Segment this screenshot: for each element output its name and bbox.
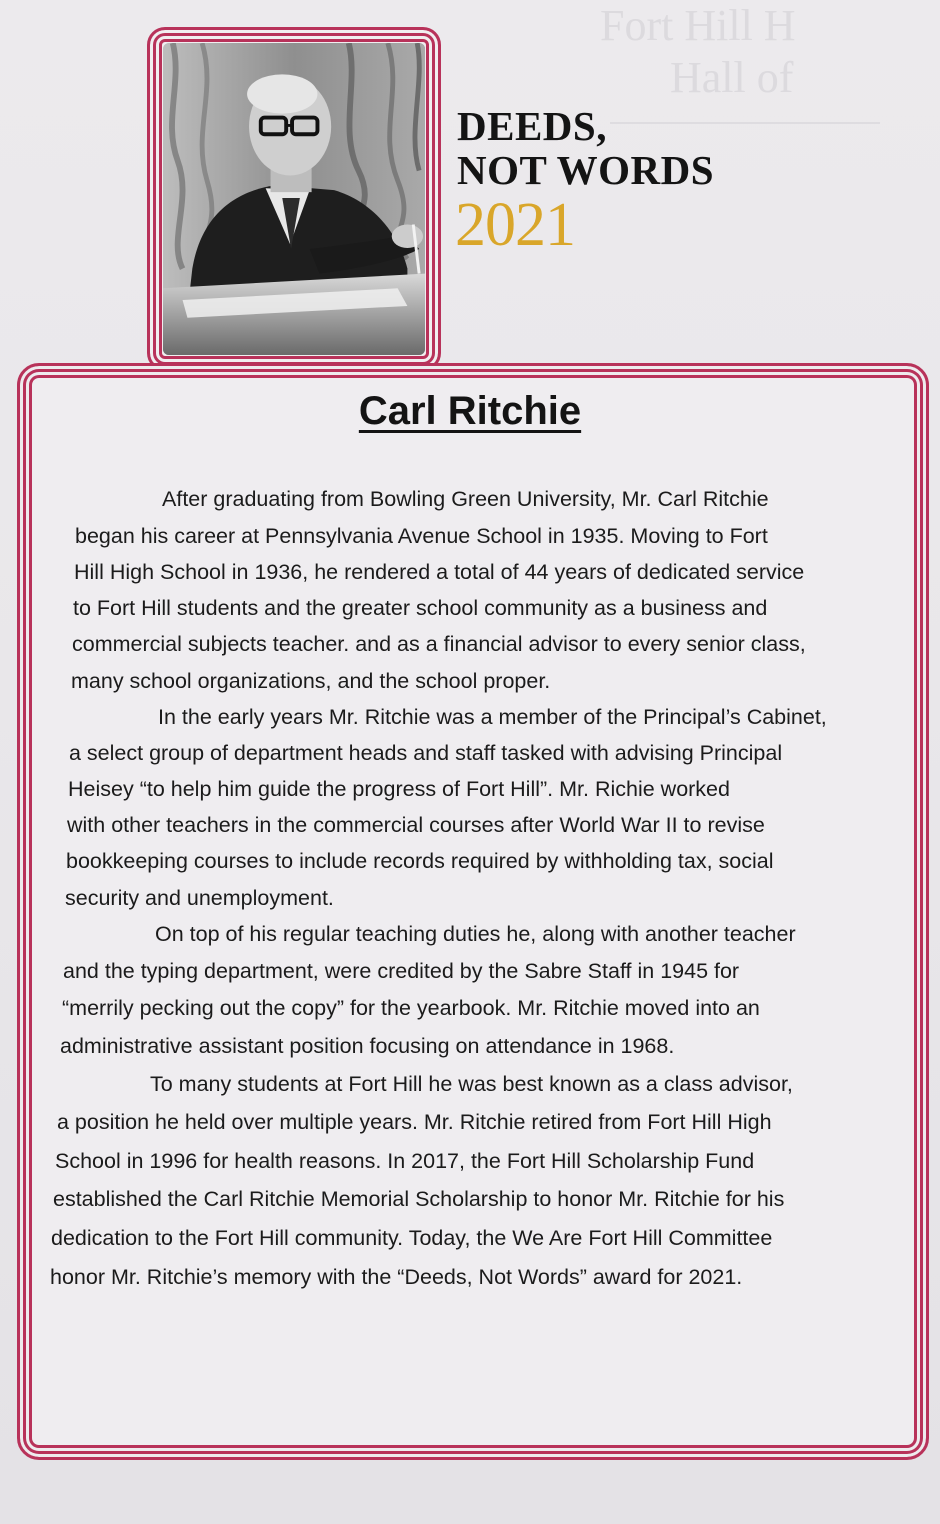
bio-line: with other teachers in the commercial courses after World War II to revise	[67, 813, 765, 837]
bio-line: After graduating from Bowling Green University, Mr. Carl Ritchie	[162, 487, 769, 511]
bio-line: bookkeeping courses to include records required by withholding tax, social	[66, 849, 774, 873]
bio-line: and the typing department, were credited by the Sabre Staff in 1945 for	[63, 959, 740, 983]
bio-line: security and unemployment.	[65, 886, 334, 910]
bio-line: Heisey “to help him guide the progress of Fort Hill”. Mr. Richie worked	[68, 777, 730, 801]
award-heading	[457, 104, 837, 192]
bio-line: to Fort Hill students and the greater school community as a business and	[73, 596, 768, 620]
bio-line: honor Mr. Ritchie’s memory with the “Deeds, Not Words” award for 2021.	[50, 1265, 743, 1289]
portrait-illustration	[163, 43, 425, 355]
bleed-through-line-1: Fort Hill H	[600, 1, 796, 50]
bleed-through-line-2: Hall of	[670, 53, 794, 102]
bio-line: School in 1996 for health reasons. In 2017, the Fort Hill Scholarship Fund	[55, 1149, 755, 1173]
bio-line: many school organizations, and the school proper.	[71, 669, 551, 693]
bio-line: To many students at Fort Hill he was best known as a class advisor,	[150, 1072, 793, 1096]
bio-line: dedication to the Fort Hill community. Today, the We Are Fort Hill Committee	[51, 1226, 773, 1250]
honoree-name	[0, 388, 940, 434]
bio-line: In the early years Mr. Ritchie was a member of the Principal’s Cabinet,	[158, 705, 827, 729]
bio-line: established the Carl Ritchie Memorial Scholarship to honor Mr. Ritchie for his	[53, 1187, 785, 1211]
bio-line: On top of his regular teaching duties he, along with another teacher	[155, 922, 796, 946]
portrait-frame	[147, 27, 441, 371]
bio-line: commercial subjects teacher. and as a financial advisor to every senior class,	[72, 632, 806, 656]
heading-line-2: NOT WORDS	[457, 147, 715, 193]
bio-line: a select group of department heads and staff tasked with advising Principal	[69, 741, 783, 765]
bio-line: a position he held over multiple years. Mr. Ritchie retired from Fort Hill High	[57, 1110, 772, 1134]
bio-line: administrative assistant position focusing on attendance in 1968.	[60, 1034, 675, 1058]
bio-line: Hill High School in 1936, he rendered a total of 44 years of dedicated service	[74, 560, 805, 584]
bio-line: “merrily pecking out the copy” for the yearbook. Mr. Ritchie moved into an	[62, 996, 760, 1020]
heading-line-1: DEEDS,	[457, 103, 607, 149]
portrait-photo	[163, 43, 425, 355]
heading-year: 2021	[455, 191, 575, 259]
bio-line: began his career at Pennsylvania Avenue School in 1935. Moving to Fort	[75, 524, 768, 548]
honoree-name-text: Carl Ritchie	[358, 389, 582, 433]
